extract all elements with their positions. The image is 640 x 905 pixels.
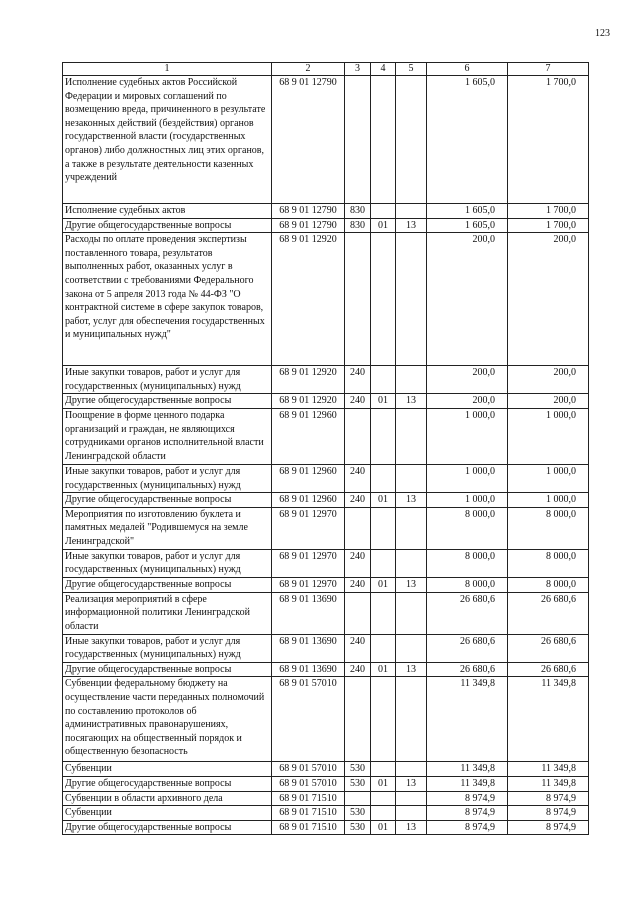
header-cell: 3 <box>345 63 371 76</box>
table-row <box>63 549 589 577</box>
row-subsection-cell <box>396 592 427 634</box>
row-section-cell <box>371 592 396 634</box>
row-expense-type-cell: 240 <box>345 366 371 394</box>
row-section-cell <box>371 507 396 549</box>
row-amount-year2-cell: 8 000,0 <box>508 577 589 592</box>
row-expense-type-cell: 830 <box>345 218 371 233</box>
row-code-cell: 68 9 01 12790 <box>272 218 345 233</box>
row-subsection-cell <box>396 762 427 777</box>
row-subsection-cell <box>396 549 427 577</box>
row-subsection-cell <box>396 806 427 821</box>
row-expense-type-cell: 830 <box>345 204 371 219</box>
row-subsection-cell: 13 <box>396 493 427 508</box>
row-code-cell: 68 9 01 57010 <box>272 762 345 777</box>
table-row <box>63 493 589 508</box>
table-row <box>63 820 589 835</box>
row-amount-year1-cell: 1 605,0 <box>427 76 508 204</box>
row-amount-year2-cell: 8 974,9 <box>508 791 589 806</box>
row-amount-year2-cell: 11 349,8 <box>508 677 589 762</box>
row-section-cell <box>371 76 396 204</box>
row-name-cell: Поощрение в форме ценного подарка организаций и граждан, не являющихся сотрудниками органов исполнительной власти Ленинградской области <box>63 408 272 464</box>
row-amount-year2-cell: 8 000,0 <box>508 507 589 549</box>
row-section-cell: 01 <box>371 218 396 233</box>
row-expense-type-cell <box>345 791 371 806</box>
header-cell: 6 <box>427 63 508 76</box>
row-code-cell: 68 9 01 12960 <box>272 464 345 492</box>
row-amount-year1-cell: 8 974,9 <box>427 820 508 835</box>
table-row <box>63 762 589 777</box>
row-code-cell: 68 9 01 12920 <box>272 366 345 394</box>
row-amount-year1-cell: 8 000,0 <box>427 507 508 549</box>
table-row <box>63 662 589 677</box>
page-number: 123 <box>595 28 610 39</box>
row-code-cell: 68 9 01 71510 <box>272 806 345 821</box>
header-cell: 4 <box>371 63 396 76</box>
row-name-cell: Другие общегосударственные вопросы <box>63 662 272 677</box>
row-amount-year1-cell: 26 680,6 <box>427 592 508 634</box>
row-expense-type-cell <box>345 592 371 634</box>
row-subsection-cell <box>396 464 427 492</box>
row-amount-year1-cell: 1 605,0 <box>427 218 508 233</box>
row-name-cell: Иные закупки товаров, работ и услуг для государственных (муниципальных) нужд <box>63 464 272 492</box>
row-name-cell: Другие общегосударственные вопросы <box>63 820 272 835</box>
row-code-cell: 68 9 01 12920 <box>272 394 345 409</box>
row-expense-type-cell <box>345 507 371 549</box>
row-amount-year1-cell: 26 680,6 <box>427 662 508 677</box>
row-subsection-cell <box>396 507 427 549</box>
row-code-cell: 68 9 01 13690 <box>272 662 345 677</box>
row-section-cell <box>371 233 396 366</box>
row-section-cell <box>371 677 396 762</box>
row-code-cell: 68 9 01 71510 <box>272 820 345 835</box>
row-expense-type-cell: 240 <box>345 464 371 492</box>
row-expense-type-cell <box>345 233 371 366</box>
header-cell: 7 <box>508 63 589 76</box>
row-amount-year2-cell: 26 680,6 <box>508 634 589 662</box>
row-code-cell: 68 9 01 12920 <box>272 233 345 366</box>
row-section-cell <box>371 634 396 662</box>
row-amount-year1-cell: 11 349,8 <box>427 762 508 777</box>
row-expense-type-cell: 530 <box>345 776 371 791</box>
row-section-cell <box>371 408 396 464</box>
header-cell: 2 <box>272 63 345 76</box>
row-code-cell: 68 9 01 57010 <box>272 677 345 762</box>
header-cell: 1 <box>63 63 272 76</box>
row-amount-year2-cell: 200,0 <box>508 394 589 409</box>
table-row <box>63 218 589 233</box>
row-amount-year1-cell: 1 605,0 <box>427 204 508 219</box>
row-code-cell: 68 9 01 12970 <box>272 507 345 549</box>
row-amount-year2-cell: 11 349,8 <box>508 762 589 777</box>
row-subsection-cell <box>396 408 427 464</box>
row-code-cell: 68 9 01 13690 <box>272 634 345 662</box>
row-name-cell: Расходы по оплате проведения экспертизы поставленного товара, результатов выполненных работ, оказанных услуг в соответствии с требованиями Федерального закона от 5 апреля 2013 года № 44-ФЗ "О контрактной системе в сфере закупок товаров, работ, услуг для обеспечения государственных и муниципальных нужд" <box>63 233 272 366</box>
row-amount-year1-cell: 11 349,8 <box>427 776 508 791</box>
row-amount-year1-cell: 1 000,0 <box>427 464 508 492</box>
row-section-cell: 01 <box>371 776 396 791</box>
row-expense-type-cell: 240 <box>345 662 371 677</box>
row-code-cell: 68 9 01 12960 <box>272 408 345 464</box>
row-expense-type-cell: 240 <box>345 394 371 409</box>
row-section-cell <box>371 806 396 821</box>
row-name-cell: Реализация мероприятий в сфере информационной политики Ленинградской области <box>63 592 272 634</box>
row-amount-year2-cell: 26 680,6 <box>508 592 589 634</box>
row-code-cell: 68 9 01 57010 <box>272 776 345 791</box>
row-name-cell: Иные закупки товаров, работ и услуг для государственных (муниципальных) нужд <box>63 549 272 577</box>
row-amount-year2-cell: 1 000,0 <box>508 493 589 508</box>
row-code-cell: 68 9 01 12960 <box>272 493 345 508</box>
table-row <box>63 677 589 762</box>
row-amount-year2-cell: 8 974,9 <box>508 806 589 821</box>
row-amount-year1-cell: 200,0 <box>427 366 508 394</box>
row-subsection-cell: 13 <box>396 662 427 677</box>
row-amount-year2-cell: 200,0 <box>508 233 589 366</box>
row-name-cell: Другие общегосударственные вопросы <box>63 577 272 592</box>
row-name-cell: Другие общегосударственные вопросы <box>63 218 272 233</box>
header-cell: 5 <box>396 63 427 76</box>
row-name-cell: Другие общегосударственные вопросы <box>63 493 272 508</box>
row-subsection-cell: 13 <box>396 820 427 835</box>
row-subsection-cell <box>396 233 427 366</box>
row-section-cell <box>371 791 396 806</box>
row-code-cell: 68 9 01 71510 <box>272 791 345 806</box>
row-amount-year2-cell: 200,0 <box>508 366 589 394</box>
table-row <box>63 592 589 634</box>
row-amount-year1-cell: 8 000,0 <box>427 577 508 592</box>
table-row <box>63 394 589 409</box>
row-expense-type-cell <box>345 408 371 464</box>
row-amount-year2-cell: 26 680,6 <box>508 662 589 677</box>
table-row <box>63 791 589 806</box>
row-section-cell: 01 <box>371 662 396 677</box>
row-expense-type-cell: 530 <box>345 806 371 821</box>
table-row <box>63 806 589 821</box>
row-expense-type-cell <box>345 76 371 204</box>
table-row <box>63 76 589 204</box>
table-row <box>63 577 589 592</box>
row-amount-year2-cell: 1 700,0 <box>508 76 589 204</box>
row-expense-type-cell: 530 <box>345 820 371 835</box>
table-row <box>63 408 589 464</box>
row-code-cell: 68 9 01 12970 <box>272 549 345 577</box>
table-row <box>63 776 589 791</box>
table-row <box>63 366 589 394</box>
row-name-cell: Субвенции <box>63 806 272 821</box>
row-expense-type-cell: 240 <box>345 549 371 577</box>
row-amount-year1-cell: 1 000,0 <box>427 408 508 464</box>
table-row <box>63 634 589 662</box>
row-subsection-cell: 13 <box>396 776 427 791</box>
row-section-cell <box>371 762 396 777</box>
row-code-cell: 68 9 01 12790 <box>272 204 345 219</box>
row-section-cell <box>371 204 396 219</box>
row-amount-year2-cell: 1 700,0 <box>508 218 589 233</box>
row-code-cell: 68 9 01 12790 <box>272 76 345 204</box>
table-row <box>63 464 589 492</box>
row-expense-type-cell: 240 <box>345 577 371 592</box>
row-code-cell: 68 9 01 12970 <box>272 577 345 592</box>
row-amount-year1-cell: 8 974,9 <box>427 806 508 821</box>
row-section-cell: 01 <box>371 577 396 592</box>
row-section-cell <box>371 464 396 492</box>
row-amount-year1-cell: 1 000,0 <box>427 493 508 508</box>
row-subsection-cell <box>396 634 427 662</box>
row-amount-year2-cell: 8 974,9 <box>508 820 589 835</box>
row-name-cell: Исполнение судебных актов Российской Федерации и мировых соглашений по возмещению вреда, причиненного в результате незаконных действий (бездействия) органов государственной власти (государственных органов) либо должностных лиц этих органов, а также в результате деятельности казенных учреждений <box>63 76 272 204</box>
row-section-cell <box>371 366 396 394</box>
row-amount-year1-cell: 8 974,9 <box>427 791 508 806</box>
budget-table <box>62 62 589 835</box>
row-subsection-cell: 13 <box>396 394 427 409</box>
row-amount-year2-cell: 8 000,0 <box>508 549 589 577</box>
table-header-row <box>63 63 589 76</box>
row-expense-type-cell: 240 <box>345 634 371 662</box>
row-section-cell <box>371 549 396 577</box>
row-amount-year1-cell: 200,0 <box>427 233 508 366</box>
row-amount-year2-cell: 11 349,8 <box>508 776 589 791</box>
row-subsection-cell <box>396 366 427 394</box>
row-amount-year1-cell: 8 000,0 <box>427 549 508 577</box>
row-subsection-cell <box>396 204 427 219</box>
row-section-cell: 01 <box>371 394 396 409</box>
row-section-cell: 01 <box>371 493 396 508</box>
table-row <box>63 233 589 366</box>
row-amount-year2-cell: 1 000,0 <box>508 408 589 464</box>
row-subsection-cell <box>396 76 427 204</box>
row-name-cell: Субвенции федеральному бюджету на осуществление части переданных полномочий по составлению протоколов об административных правонарушениях, посягающих на общественный порядок и общественную безопасность <box>63 677 272 762</box>
row-expense-type-cell <box>345 677 371 762</box>
row-subsection-cell: 13 <box>396 218 427 233</box>
row-code-cell: 68 9 01 13690 <box>272 592 345 634</box>
row-name-cell: Субвенции в области архивного дела <box>63 791 272 806</box>
row-expense-type-cell: 530 <box>345 762 371 777</box>
row-expense-type-cell: 240 <box>345 493 371 508</box>
row-name-cell: Другие общегосударственные вопросы <box>63 394 272 409</box>
row-amount-year2-cell: 1 000,0 <box>508 464 589 492</box>
table-row <box>63 507 589 549</box>
row-subsection-cell <box>396 677 427 762</box>
row-name-cell: Исполнение судебных актов <box>63 204 272 219</box>
row-name-cell: Субвенции <box>63 762 272 777</box>
row-amount-year2-cell: 1 700,0 <box>508 204 589 219</box>
row-subsection-cell <box>396 791 427 806</box>
row-amount-year1-cell: 26 680,6 <box>427 634 508 662</box>
row-name-cell: Другие общегосударственные вопросы <box>63 776 272 791</box>
row-name-cell: Мероприятия по изготовлению буклета и памятных медалей "Родившемуся на земле Ленинградской" <box>63 507 272 549</box>
row-name-cell: Иные закупки товаров, работ и услуг для государственных (муниципальных) нужд <box>63 366 272 394</box>
row-amount-year1-cell: 11 349,8 <box>427 677 508 762</box>
row-name-cell: Иные закупки товаров, работ и услуг для государственных (муниципальных) нужд <box>63 634 272 662</box>
row-amount-year1-cell: 200,0 <box>427 394 508 409</box>
row-subsection-cell: 13 <box>396 577 427 592</box>
table-row <box>63 204 589 219</box>
row-section-cell: 01 <box>371 820 396 835</box>
